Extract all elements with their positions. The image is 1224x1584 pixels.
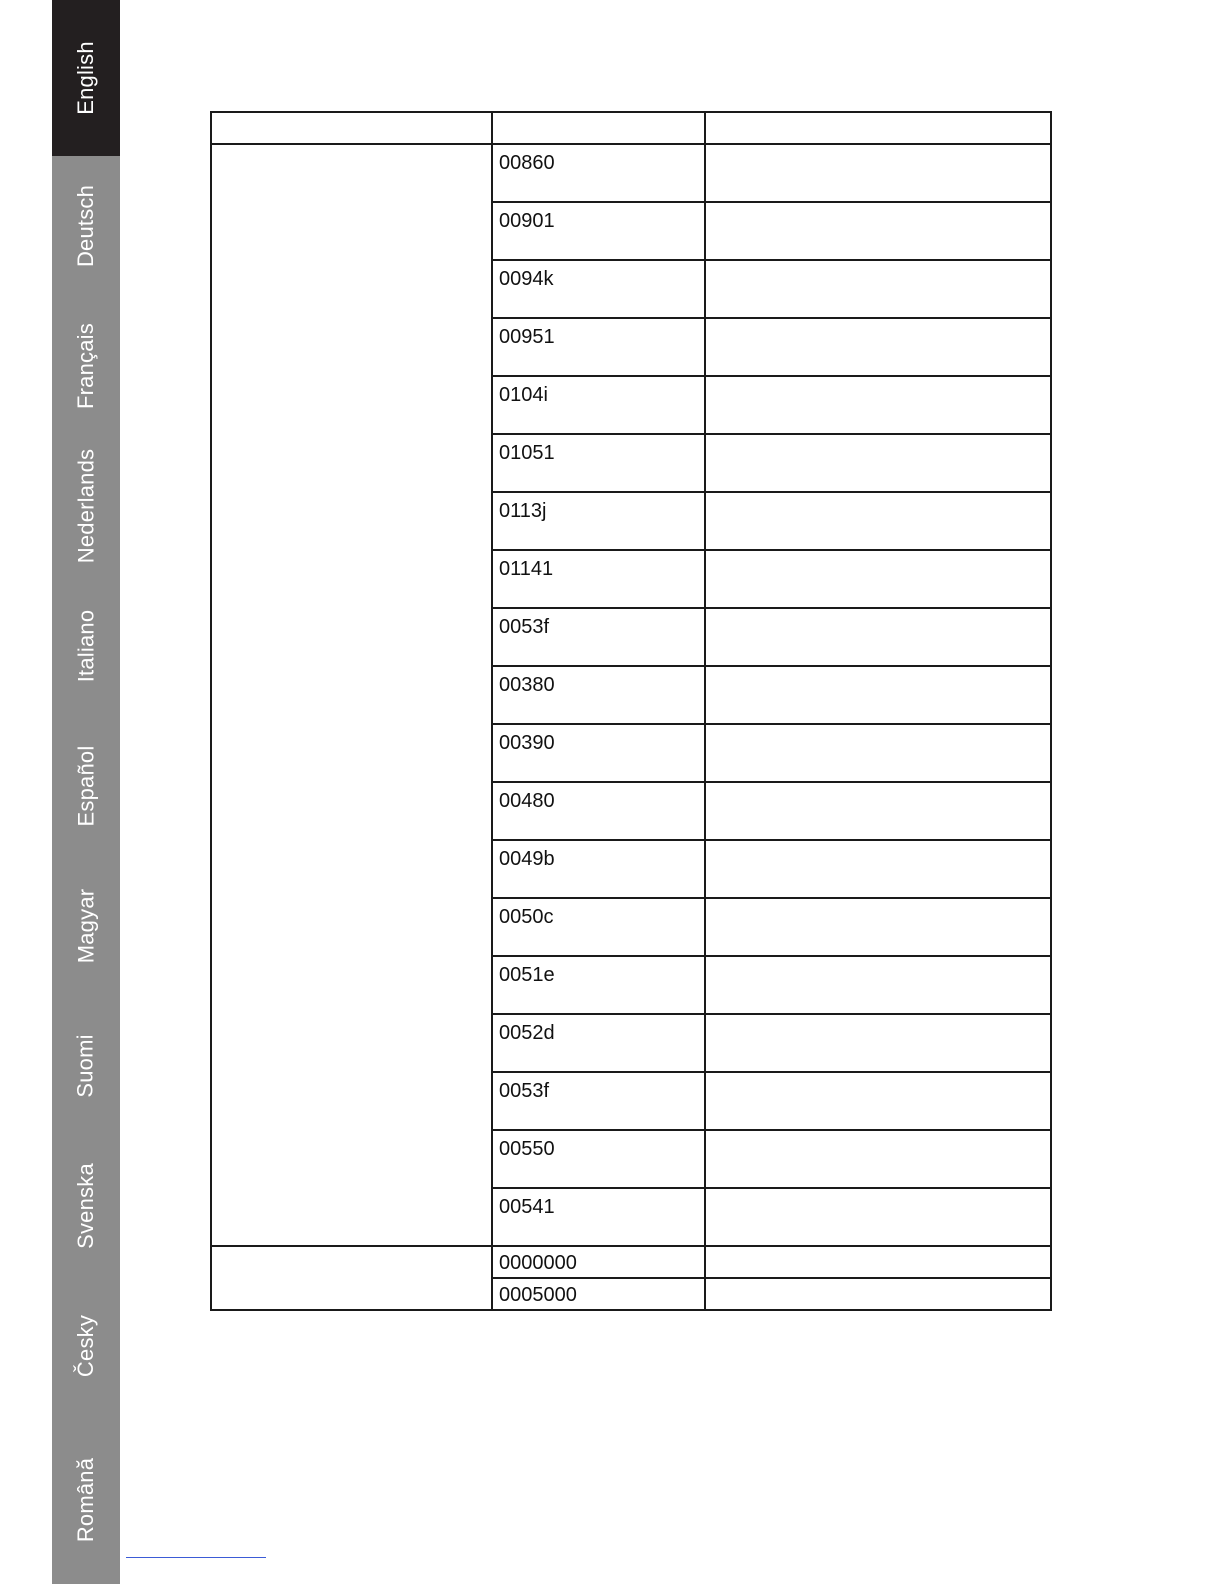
code-value: 00380	[499, 674, 555, 696]
lang-tab-suomi[interactable]	[52, 996, 120, 1136]
code-cell	[492, 260, 705, 318]
code-value: 0049b	[499, 848, 555, 870]
code-value: 01141	[499, 558, 554, 580]
code-cell	[492, 1130, 705, 1188]
description-cell	[705, 724, 1051, 782]
header-cell	[705, 112, 1051, 144]
lang-tab-label: Français	[73, 323, 98, 409]
code-value: 00541	[499, 1196, 555, 1218]
code-value: 00951	[499, 326, 555, 348]
lang-tab-label: Česky	[73, 1314, 98, 1378]
table-header-row	[211, 112, 1051, 144]
code-cell	[492, 376, 705, 434]
lang-tab-espanol[interactable]	[52, 716, 120, 856]
code-cell	[492, 608, 705, 666]
table-row	[211, 1246, 1051, 1278]
code-value: 00480	[499, 790, 555, 812]
description-cell	[705, 608, 1051, 666]
code-cell	[492, 550, 705, 608]
code-cell	[492, 492, 705, 550]
description-cell	[705, 898, 1051, 956]
code-value: 01051	[499, 442, 555, 464]
description-cell	[705, 434, 1051, 492]
code-cell	[492, 1246, 705, 1278]
description-cell	[705, 1014, 1051, 1072]
description-cell	[705, 144, 1051, 202]
description-cell	[705, 376, 1051, 434]
lang-tab-romana[interactable]	[52, 1416, 120, 1584]
lang-tab-label: Deutsch	[73, 184, 99, 268]
spec-table	[210, 111, 1052, 1311]
description-cell	[705, 1072, 1051, 1130]
description-cell	[705, 956, 1051, 1014]
code-cell	[492, 202, 705, 260]
lang-tab-label: Magyar	[73, 888, 98, 964]
code-cell	[492, 782, 705, 840]
description-cell	[705, 1130, 1051, 1188]
code-cell	[492, 840, 705, 898]
code-cell	[492, 956, 705, 1014]
code-cell	[492, 666, 705, 724]
code-value: 0113j	[499, 500, 547, 522]
lang-tab-cesky[interactable]	[52, 1276, 120, 1416]
code-value: 0104i	[499, 384, 548, 406]
code-value: 00390	[499, 732, 555, 754]
lang-tab-label: Svenska	[73, 1163, 98, 1249]
code-value: 0005000	[499, 1284, 577, 1306]
description-cell	[705, 1278, 1051, 1310]
code-cell	[492, 144, 705, 202]
lang-tab-deutsch[interactable]	[52, 156, 120, 296]
description-cell	[705, 260, 1051, 318]
code-value: 0000000	[499, 1252, 577, 1274]
description-cell	[705, 1188, 1051, 1246]
code-value: 0053f	[499, 616, 550, 638]
lang-tab-label: Español	[73, 745, 98, 827]
lang-tab-label: Suomi	[72, 1034, 98, 1098]
code-value: 0051e	[499, 964, 555, 986]
code-value: 0053f	[499, 1080, 550, 1102]
lang-tab-english[interactable]	[52, 0, 120, 156]
description-cell	[705, 1246, 1051, 1278]
lang-tab-francais[interactable]	[52, 296, 120, 436]
description-cell	[705, 666, 1051, 724]
language-sidebar	[52, 0, 120, 1584]
description-cell	[705, 492, 1051, 550]
code-value: 00550	[499, 1138, 555, 1160]
description-cell	[705, 840, 1051, 898]
code-cell	[492, 1072, 705, 1130]
lang-tab-label: Nederlands	[73, 448, 99, 564]
lang-tab-nederlands[interactable]	[52, 436, 120, 576]
code-value: 0050c	[499, 906, 554, 928]
code-cell	[492, 724, 705, 782]
code-value: 00860	[499, 152, 555, 174]
lang-tab-label: Italiano	[73, 609, 99, 683]
code-value: 0052d	[499, 1022, 555, 1044]
header-cell	[211, 112, 492, 144]
table-row	[211, 144, 1051, 202]
code-cell	[492, 1188, 705, 1246]
description-cell	[705, 550, 1051, 608]
group-label-cell	[211, 1246, 492, 1310]
lang-tab-label: English	[73, 41, 98, 115]
group-label-cell	[211, 144, 492, 1246]
code-cell	[492, 1014, 705, 1072]
code-cell	[492, 434, 705, 492]
code-value: 00901	[499, 210, 555, 232]
footer-link-rule	[126, 1557, 266, 1558]
lang-tab-svenska[interactable]	[52, 1136, 120, 1276]
lang-tab-label: Română	[73, 1457, 99, 1543]
code-value: 0094k	[499, 268, 554, 290]
code-cell	[492, 318, 705, 376]
code-cell	[492, 898, 705, 956]
lang-tab-italiano[interactable]	[52, 576, 120, 716]
description-cell	[705, 782, 1051, 840]
lang-tab-magyar[interactable]	[52, 856, 120, 996]
description-cell	[705, 318, 1051, 376]
code-cell	[492, 1278, 705, 1310]
header-cell	[492, 112, 705, 144]
description-cell	[705, 202, 1051, 260]
